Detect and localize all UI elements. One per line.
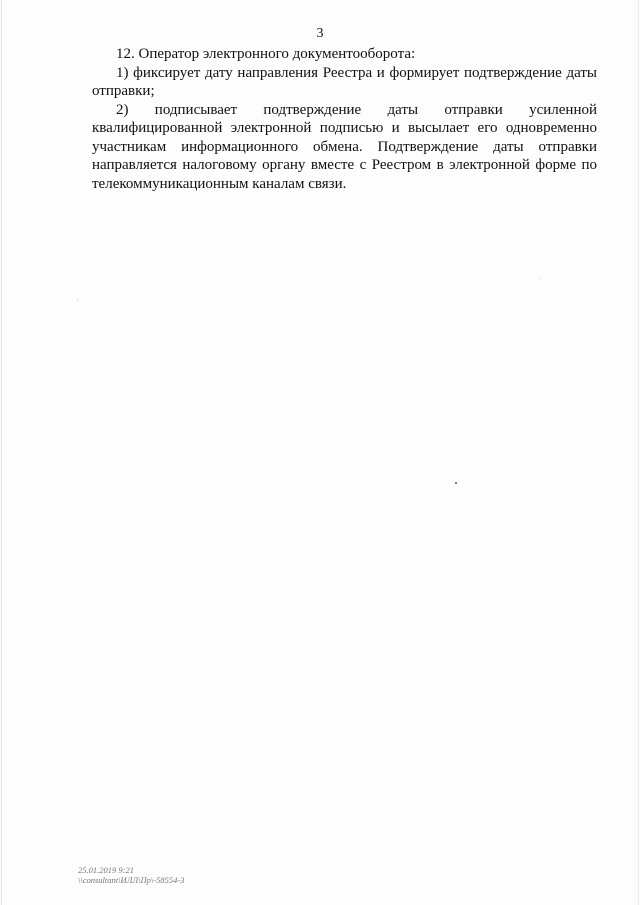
footer-timestamp: 25.01.2019 9:21 [78,865,134,875]
print-stamp-footer [78,865,184,885]
scan-speck [455,482,457,484]
page-number: 3 [316,26,324,41]
paragraph-item-1: 1) фиксирует дату направления Реестра и формирует подтверждение даты отправки; [92,64,597,99]
scan-speck [540,278,541,279]
footer-file-reference: \\consultant\ИЛЛ\Пр\-58554-3 [78,875,185,885]
paragraph-item-2: 2) подписывает подтверждение даты отправки усиленной квалифицированной электронной подписью и высылает его одновременно участникам информационного обмена. Подтверждение даты отправки направляется налоговому органу вместе с Реестром в электронной форме по телекоммуникационным каналам связи. [92,101,597,192]
paragraph-12-heading: 12. Оператор электронного документооборота: [116,46,416,62]
document-body [92,45,597,193]
scan-edge-right [638,0,639,905]
scan-edge-left [1,0,2,905]
scan-speck [77,300,78,301]
